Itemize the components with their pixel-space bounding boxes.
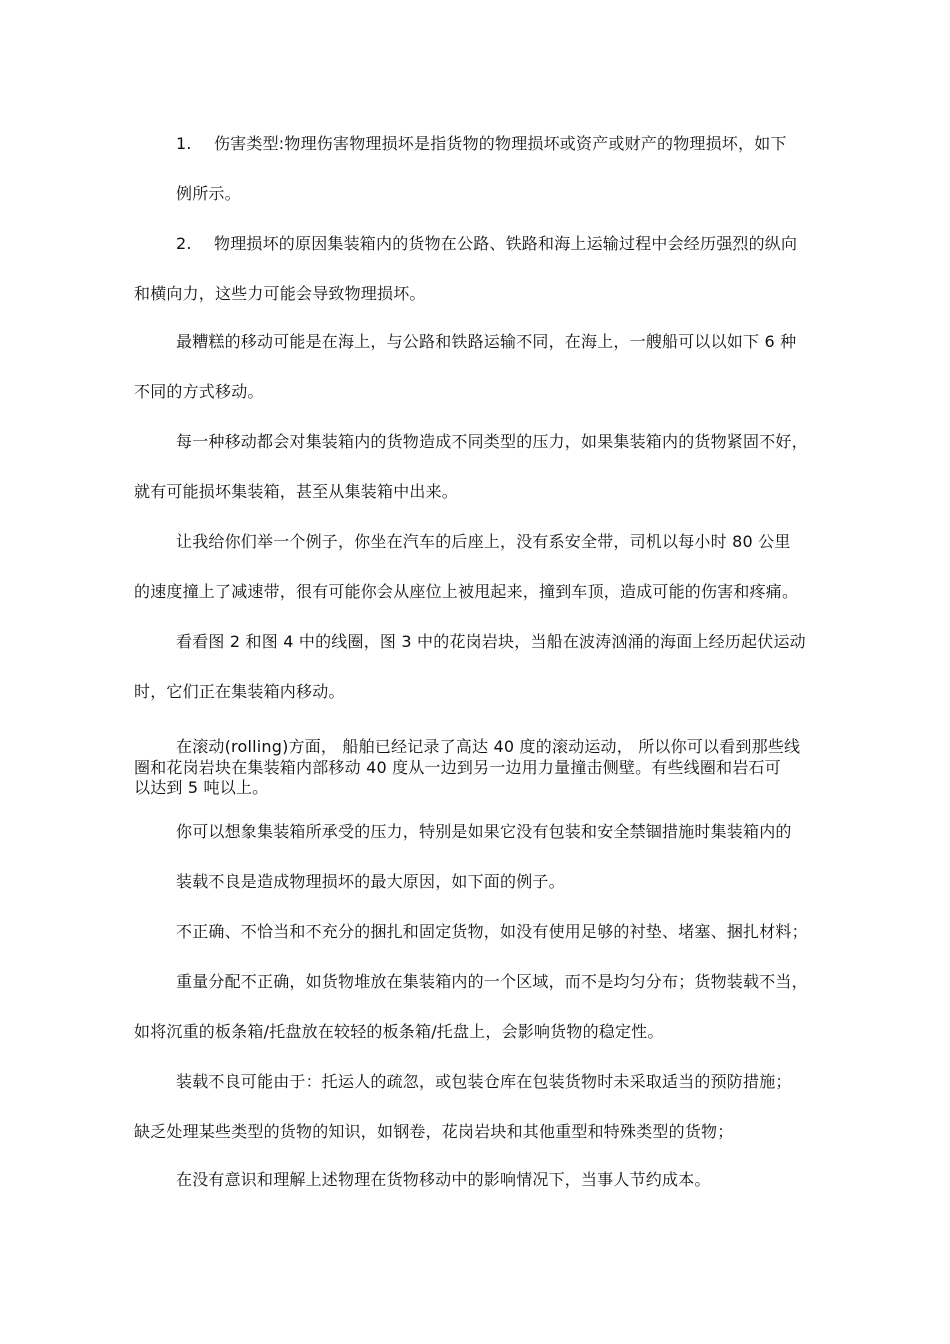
list-number: 2.: [176, 234, 192, 253]
paragraph-5-line-2: 的速度撞上了减速带，很有可能你会从座位上被甩起来，撞到车顶，造成可能的伤害和疼痛。: [134, 582, 799, 601]
list-item-2-line-2: 和横向力，这些力可能会导致物理损坏。: [134, 284, 426, 303]
paragraph-3-line-2: 不同的方式移动。: [134, 382, 264, 401]
paragraph-9-line-1: 不正确、不恰当和不充分的捆扎和固定货物，如没有使用足够的衬垫、堵塞、捆扎材料；: [176, 922, 808, 941]
paragraph-7-line-2: 圈和花岗岩块在集装箱内部移动 40 度从一边到另一边用力量撞击侧壁。有些线圈和岩石可: [134, 758, 781, 777]
paragraph-11-line-1: 装载不良可能由于：托运人的疏忽，或包装仓库在包装货物时未采取适当的预防措施；: [176, 1072, 792, 1091]
paragraph-4-line-1: 每一种移动都会对集装箱内的货物造成不同类型的压力，如果集装箱内的货物紧固不好，: [176, 432, 808, 451]
list-number: 1.: [176, 134, 192, 153]
paragraph-5-line-1: 让我给你们举一个例子，你坐在汽车的后座上，没有系安全带，司机以每小时 80 公里: [176, 532, 791, 551]
paragraph-11-line-2: 缺乏处理某些类型的货物的知识，如钢卷，花岗岩块和其他重型和特殊类型的货物；: [134, 1122, 734, 1141]
paragraph-12-line-1: 在没有意识和理解上述物理在货物移动中的影响情况下，当事人节约成本。: [176, 1170, 711, 1189]
paragraph-6-line-2: 时，它们正在集装箱内移动。: [134, 682, 345, 701]
paragraph-3-line-1: 最糟糕的移动可能是在海上，与公路和铁路运输不同，在海上，一艘船可以以如下 6 种: [176, 332, 797, 351]
list-item-text: 物理损坏的原因集装箱内的货物在公路、铁路和海上运输过程中会经历强烈的纵向: [214, 234, 798, 253]
paragraph-7-line-1: 在滚动(rolling)方面， 船舶已经记录了高达 40 度的滚动运动， 所以你可以看到那些线: [176, 737, 801, 756]
paragraph-10-line-1: 重量分配不正确，如货物堆放在集装箱内的一个区域，而不是均匀分布；货物装载不当，: [176, 972, 808, 991]
list-item-1-line-2: 例所示。: [176, 184, 241, 203]
paragraph-7-line-3: 以达到 5 吨以上。: [134, 778, 269, 797]
list-item-1-line-1: [176, 134, 787, 154]
list-item-text: 伤害类型:物理伤害物理损坏是指货物的物理损坏或资产或财产的物理损坏，如下: [214, 134, 787, 153]
paragraph-8-line-2: 装载不良是造成物理损坏的最大原因，如下面的例子。: [176, 872, 565, 891]
list-item-2-line-1: [176, 234, 797, 254]
paragraph-6-line-1: 看看图 2 和图 4 中的线圈，图 3 中的花岗岩块，当船在波涛汹涌的海面上经历起伏运动: [176, 632, 806, 651]
paragraph-10-line-2: 如将沉重的板条箱/托盘放在较轻的板条箱/托盘上，会影响货物的稳定性。: [134, 1022, 664, 1041]
paragraph-8-line-1: 你可以想象集装箱所承受的压力，特别是如果它没有包装和安全禁锢措施时集装箱内的: [176, 822, 792, 841]
paragraph-4-line-2: 就有可能损坏集装箱，甚至从集装箱中出来。: [134, 482, 459, 501]
